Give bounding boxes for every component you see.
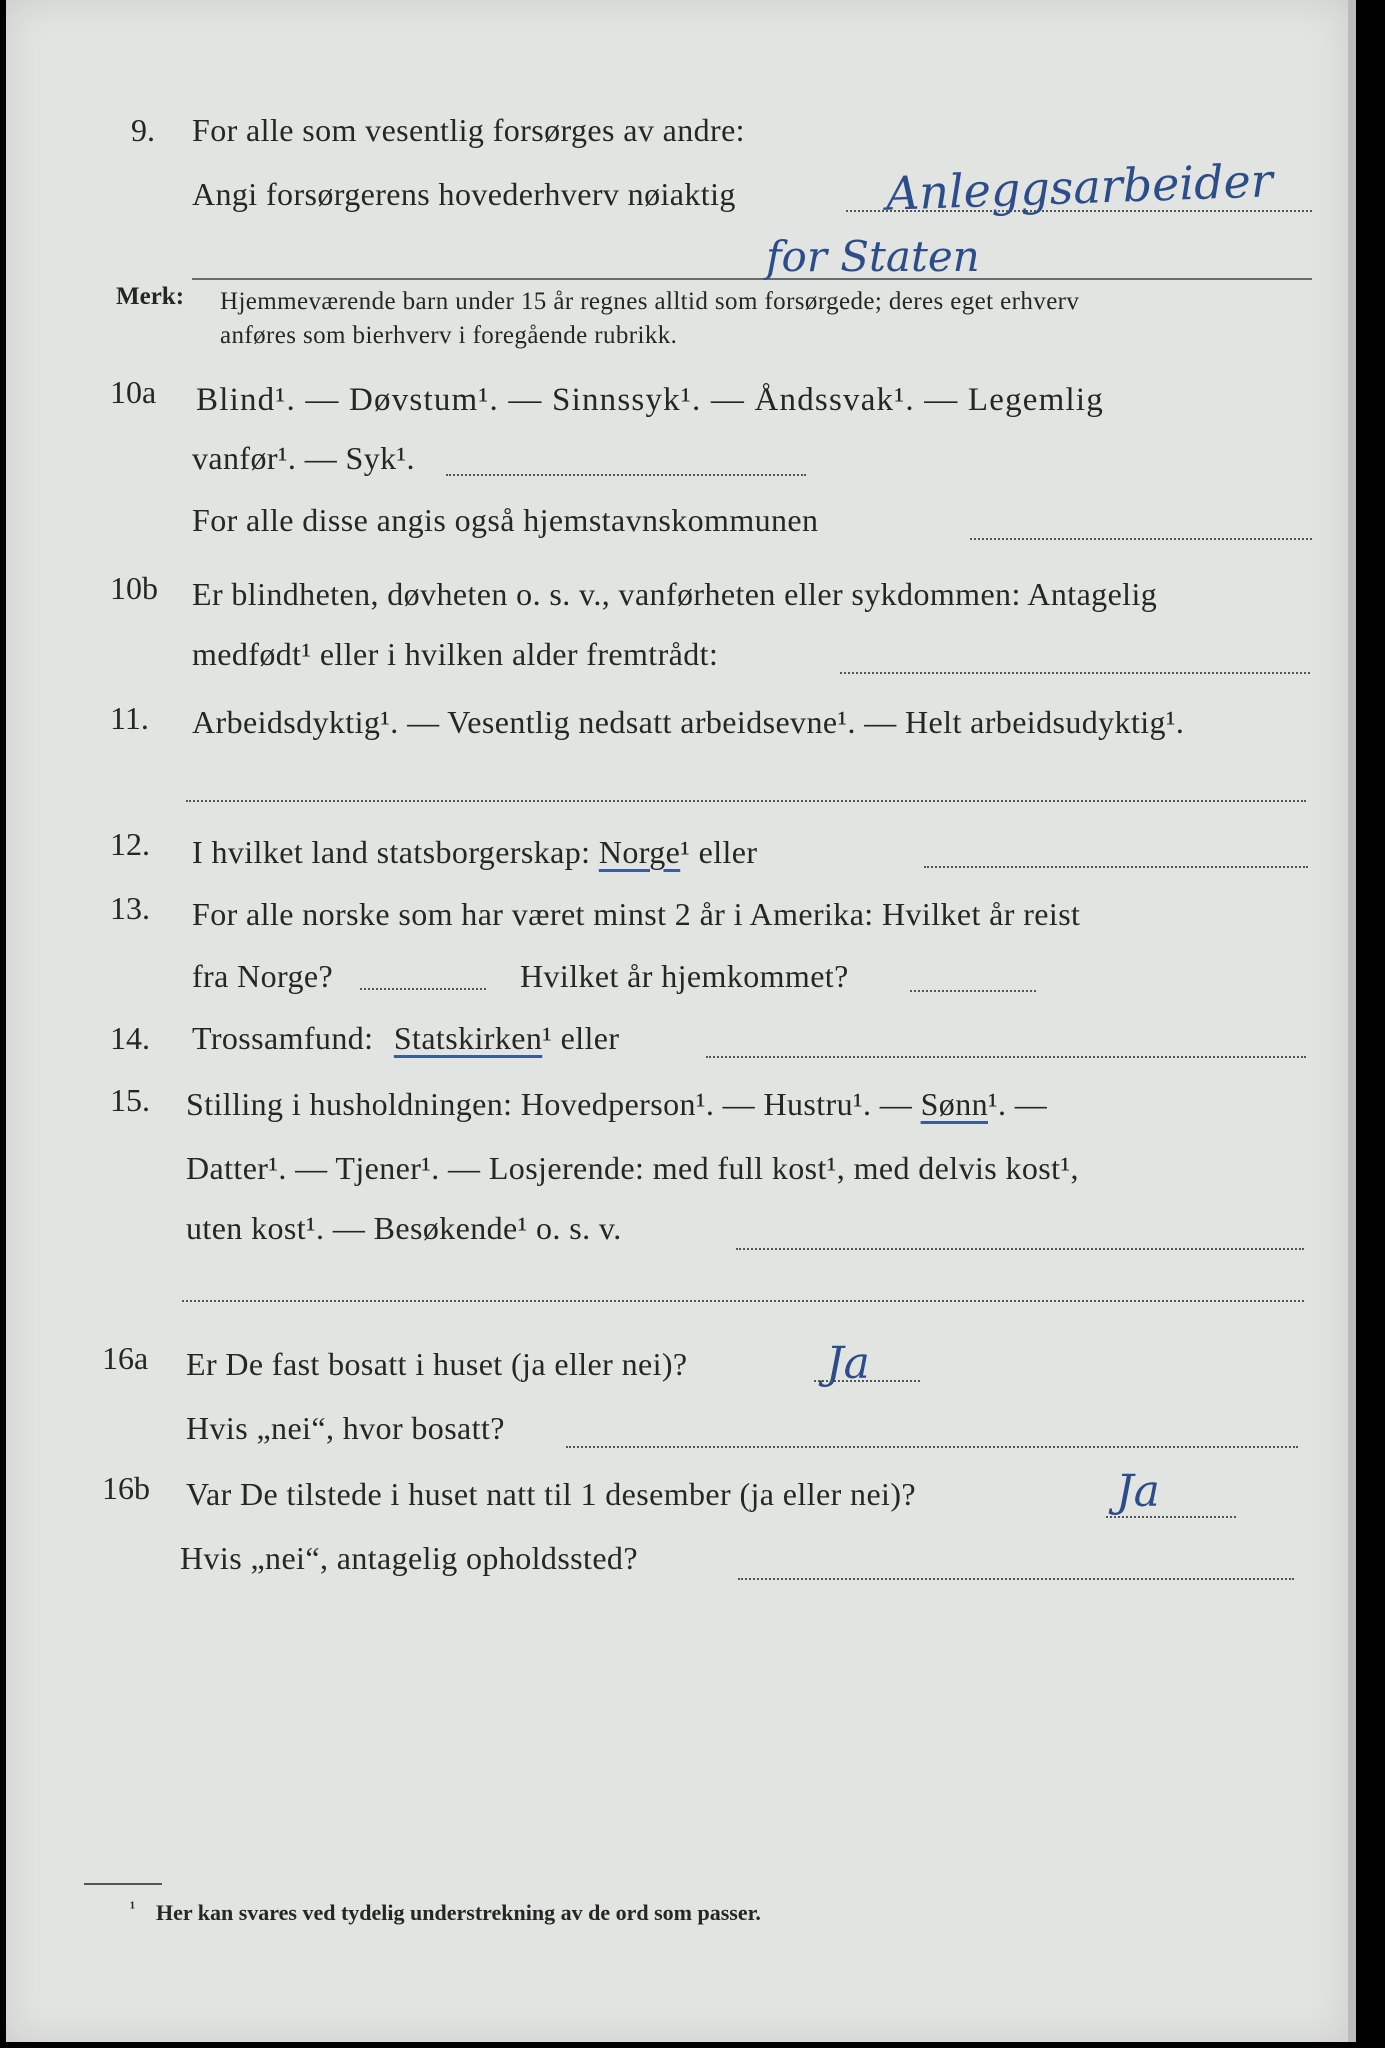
q13-line1: For alle norske som har været minst 2 år i Amerika: Hvilket år reist [192,896,1081,932]
q12-underlined-answer: Norge [598,834,681,870]
q16b-line2: Hvis „nei“, antagelig opholdssted? [180,1540,638,1576]
q12-prefix: I hvilket land statsborgerskap: [192,834,591,870]
footnote-text: Her kan svares ved tydelig understrekning av de ord som passer. [156,1900,761,1925]
q13-reist-line [360,988,486,990]
census-form-page [6,0,1348,2042]
q16b-handwritten-answer: Ja [1116,1466,1160,1517]
merk-line2: anføres som bierhverv i foregående rubrikk. [220,322,678,349]
q12-line [192,834,757,871]
q9-handwritten-answer1: Anleggsarbeider [885,153,1274,221]
q11-answer-line [186,800,1306,802]
q12-suffix: ¹ eller [680,834,758,870]
q9-answer-line2 [192,278,1312,280]
q16a-handwritten-answer: Ja [826,1338,870,1389]
q10a-syk-line [446,474,806,476]
q16a-bosatt-line [566,1446,1298,1448]
q15-line2: Datter¹. — Tjener¹. — Losjerende: med full kost¹, med delvis kost¹, [186,1150,1079,1186]
q9-line2: Angi forsørgerens hovederhverv nøiaktig [192,176,736,212]
q15-line1-prefix: Stilling i husholdningen: Hovedperson¹. — Hustru¹. — [186,1086,913,1122]
q14-answer-line [706,1056,1306,1058]
q15-answer-line1 [736,1248,1304,1250]
q10b-answer-line [840,672,1310,674]
q14-prefix: Trossamfund: [192,1020,374,1056]
merk-line1: Hjemmeværende barn under 15 år regnes alltid som forsørgede; deres eget erhverv [220,288,1080,315]
q16b-opholdssted-line [738,1578,1294,1580]
q9-handwritten-answer2: for Staten [766,232,980,281]
q13-number: 13. [110,890,150,926]
q12-answer-line [924,866,1308,868]
q16b-line1: Var De tilstede i huset natt til 1 desember (ja eller nei)? [186,1476,917,1512]
q14-line [192,1020,619,1057]
q10b-number: 10b [110,570,158,606]
q10a-line2: vanfør¹. — Syk¹. [192,440,415,476]
q16a-answer-line [814,1380,920,1382]
q10b-line1: Er blindheten, døvheten o. s. v., vanførheten eller sykdommen: Antagelig [192,576,1158,612]
q10a-line1: Blind¹. — Døvstum¹. — Sinnssyk¹. — Åndssvak¹. — Legemlig [196,382,1104,418]
q10a-hjemstavn-line [970,538,1312,540]
q11-line1: Arbeidsdyktig¹. — Vesentlig nedsatt arbeidsevne¹. — Helt arbeidsudyktig¹. [192,704,1185,740]
q15-line1 [186,1086,1047,1123]
q15-number: 15. [110,1082,150,1118]
q14-underlined-answer: Statskirken [393,1020,543,1056]
q10a-line3: For alle disse angis også hjemstavnskommunen [192,502,819,538]
footnote-rule [84,1883,162,1885]
q15-answer-line2 [182,1300,1304,1302]
q16b-answer-line [1106,1516,1236,1518]
page-edge [1348,0,1356,2042]
q16b-number: 16b [102,1470,150,1506]
q13-line2b: Hvilket år hjemkommet? [520,958,849,994]
q9-line1: For alle som vesentlig forsørges av andre: [192,112,745,148]
q10b-line2: medfødt¹ eller i hvilken alder fremtrådt: [192,636,719,672]
q16a-number: 16a [102,1340,149,1376]
footnote-marker: ¹ [130,1898,136,1917]
merk-label: Merk: [116,283,185,310]
q16a-line1: Er De fast bosatt i huset (ja eller nei)? [186,1346,688,1382]
q14-number: 14. [110,1020,150,1056]
q14-suffix: ¹ eller [542,1020,620,1056]
q13-hjemkommet-line [910,990,1036,992]
q9-number: 9. [131,112,155,148]
q15-line1-suffix: ¹. — [988,1086,1048,1122]
q10a-number: 10a [110,374,157,410]
q15-line3: uten kost¹. — Besøkende¹ o. s. v. [186,1210,622,1246]
q16a-line2: Hvis „nei“, hvor bosatt? [186,1410,505,1446]
q13-line2a: fra Norge? [192,958,334,994]
q12-number: 12. [110,826,150,862]
q15-underlined-answer: Sønn [920,1086,989,1122]
q11-number: 11. [110,700,149,736]
